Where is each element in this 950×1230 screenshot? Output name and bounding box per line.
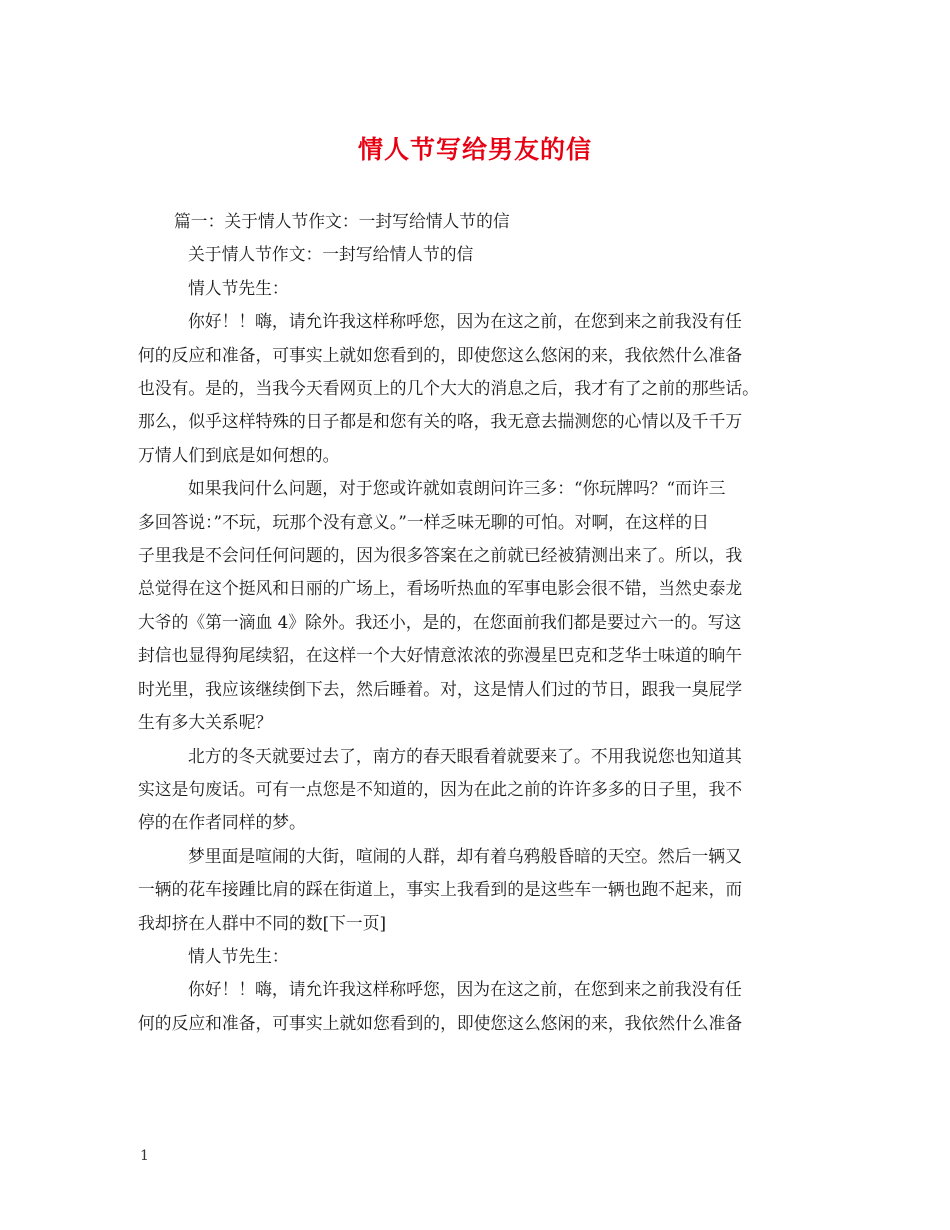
paragraph-line: 何的反应和准备，可事实上就如您看到的，即使您这么悠闲的来，我依然什么准备 <box>138 1012 743 1033</box>
paragraph-line: 我却挤在人群中不同的数[下一页] <box>138 912 387 933</box>
article-heading: 关于情人节作文：一封写给情人节的信 <box>188 244 474 265</box>
paragraph-line: 大爷的《第一滴血 4》除外。我还小，是的，在您面前我们都是要过六一的。写这 <box>138 611 742 632</box>
paragraph-line: 时光里，我应该继续倒下去，然后睡着。对，这是情人们过的节日，跟我一臭屁学 <box>138 678 743 699</box>
paragraph-line: 何的反应和准备，可事实上就如您看到的，即使您这么悠闲的来，我依然什么准备 <box>138 344 743 365</box>
paragraph-line: 北方的冬天就要过去了，南方的春天眼看着就要来了。不用我说您也知道其 <box>188 745 742 766</box>
paragraph-line: 一辆的花车接踵比肩的踩在街道上，事实上我看到的是这些车一辆也跑不起来，而 <box>138 879 743 900</box>
paragraph-line: 你好！！嗨，请允许我这样称呼您，因为在这之前，在您到来之前我没有任 <box>188 979 742 1000</box>
paragraph-line: 封信也显得狗尾续貂，在这样一个大好情意浓浓的弥漫星巴克和芝华士味道的晌午 <box>138 645 743 666</box>
paragraph-line: 生有多大关系呢？ <box>138 712 273 733</box>
salutation: 情人节先生： <box>188 945 289 966</box>
paragraph-line: 万情人们到底是如何想的。 <box>138 444 340 465</box>
document-title: 情人节写给男友的信 <box>357 135 592 164</box>
paragraph-line: 如果我问什么问题，对于您或许就如袁朗问许三多：“你玩牌吗？“而许三 <box>188 478 726 499</box>
paragraph-line: 多回答说：”不玩，玩那个没有意义。”一样乏味无聊的可怕。对啊，在这样的日 <box>138 511 709 532</box>
document-body <box>138 205 828 1040</box>
paragraph-line: 你好！！嗨，请允许我这样称呼您，因为在这之前，在您到来之前我没有任 <box>188 311 742 332</box>
paragraph-line: 也没有。是的，当我今天看网页上的几个大大的消息之后，我才有了之前的那些话。 <box>138 378 759 399</box>
page-number: 1 <box>140 1148 149 1164</box>
paragraph-line: 实这是句废话。可有一点您是不知道的，因为在此之前的许许多多的日子里，我不 <box>138 778 743 799</box>
paragraph-line: 梦里面是喧闹的大街，喧闹的人群，却有着乌鸦般昏暗的天空。然后一辆又 <box>188 845 742 866</box>
paragraph-line: 总觉得在这个挺风和日丽的广场上，看场听热血的军事电影会很不错，当然史泰龙 <box>138 578 743 599</box>
section-heading: 篇一：关于情人节作文：一封写给情人节的信 <box>174 211 510 231</box>
paragraph-line: 子里我是不会问任何问题的，因为很多答案在之前就已经被猜测出来了。所以，我 <box>138 545 743 566</box>
salutation: 情人节先生： <box>188 277 289 298</box>
paragraph-line: 停的在作者同样的梦。 <box>138 812 306 833</box>
paragraph-line: 那么，似乎这样特殊的日子都是和您有关的咯，我无意去揣测您的心情以及千千万 <box>138 411 743 432</box>
